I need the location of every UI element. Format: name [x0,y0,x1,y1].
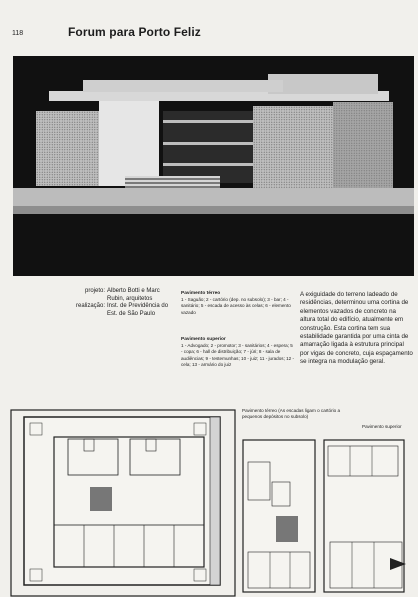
credit-value-project: Alberto Botti e Marc Rubin, arquitetos [107,288,160,302]
credit-label-realization: realização: [75,303,105,309]
credit-label-project: projeto: [84,288,105,294]
left-wall-block [99,101,159,186]
facade-band-3 [163,163,253,166]
facade-band-2 [163,142,253,145]
left-curtain-wall [36,111,99,186]
site-plan-left [10,409,236,597]
facade-band-1 [163,120,253,123]
label-upper-floor: Pavimento superior [362,424,402,429]
caption-right-plan: Pavimento térreo (As escadas ligam o cartório a pequenos depósitos no subsolo) [242,408,341,420]
page-number: 118 [12,30,24,37]
caption-ground-floor [181,291,295,316]
right-curtain-wall [253,106,333,190]
site-plinth-front [13,206,414,214]
caption-upper-floor [181,337,295,368]
caption-upper-floor-heading: Pavimento superior [181,337,226,342]
model-photograph [13,56,414,276]
right-side-wall [333,102,393,190]
credits-block [0,288,200,320]
caption-ground-floor-heading: Pavimento térreo [181,291,221,296]
caption-upper-floor-text: 1 - Advogado; 2 - promotor; 3 - sanitários; 4 - espera; 5 - copa; 6 - hall de distribuição; 7 - júri; 8 - sala de audiências; 9 - testemunhas; 10 - juiz; 11 - jurados; 12 - cela; 13 - armário do juiz [181,343,295,367]
page-title: Forum para Porto Feliz [68,25,201,39]
caption-ground-floor-text: 1 - Saguão; 2 - cartório (dep. no subsolo); 3 - bar; 4 - sanitário; 5 - escada de acesso às celas; 6 - elemento vazado [181,297,291,315]
roof-slab-top [268,74,378,94]
floor-plans-right [240,432,412,596]
description-paragraph: A exiguidade do terreno ladeado de residências, determinou uma cortina de elementos vazados de concreto na altura total do edifício, atualmente em construção. Esta cortina tem sua estabilidade garantida por uma cinta de amarração ligada à estrutura principal por vigas de concreto, cuja espaçamento se integra na modulação geral. [300,291,413,366]
credit-value-realization: Inst. de Previdência do Est. de São Paulo [107,303,169,317]
roof-slab-left-top [83,80,283,92]
